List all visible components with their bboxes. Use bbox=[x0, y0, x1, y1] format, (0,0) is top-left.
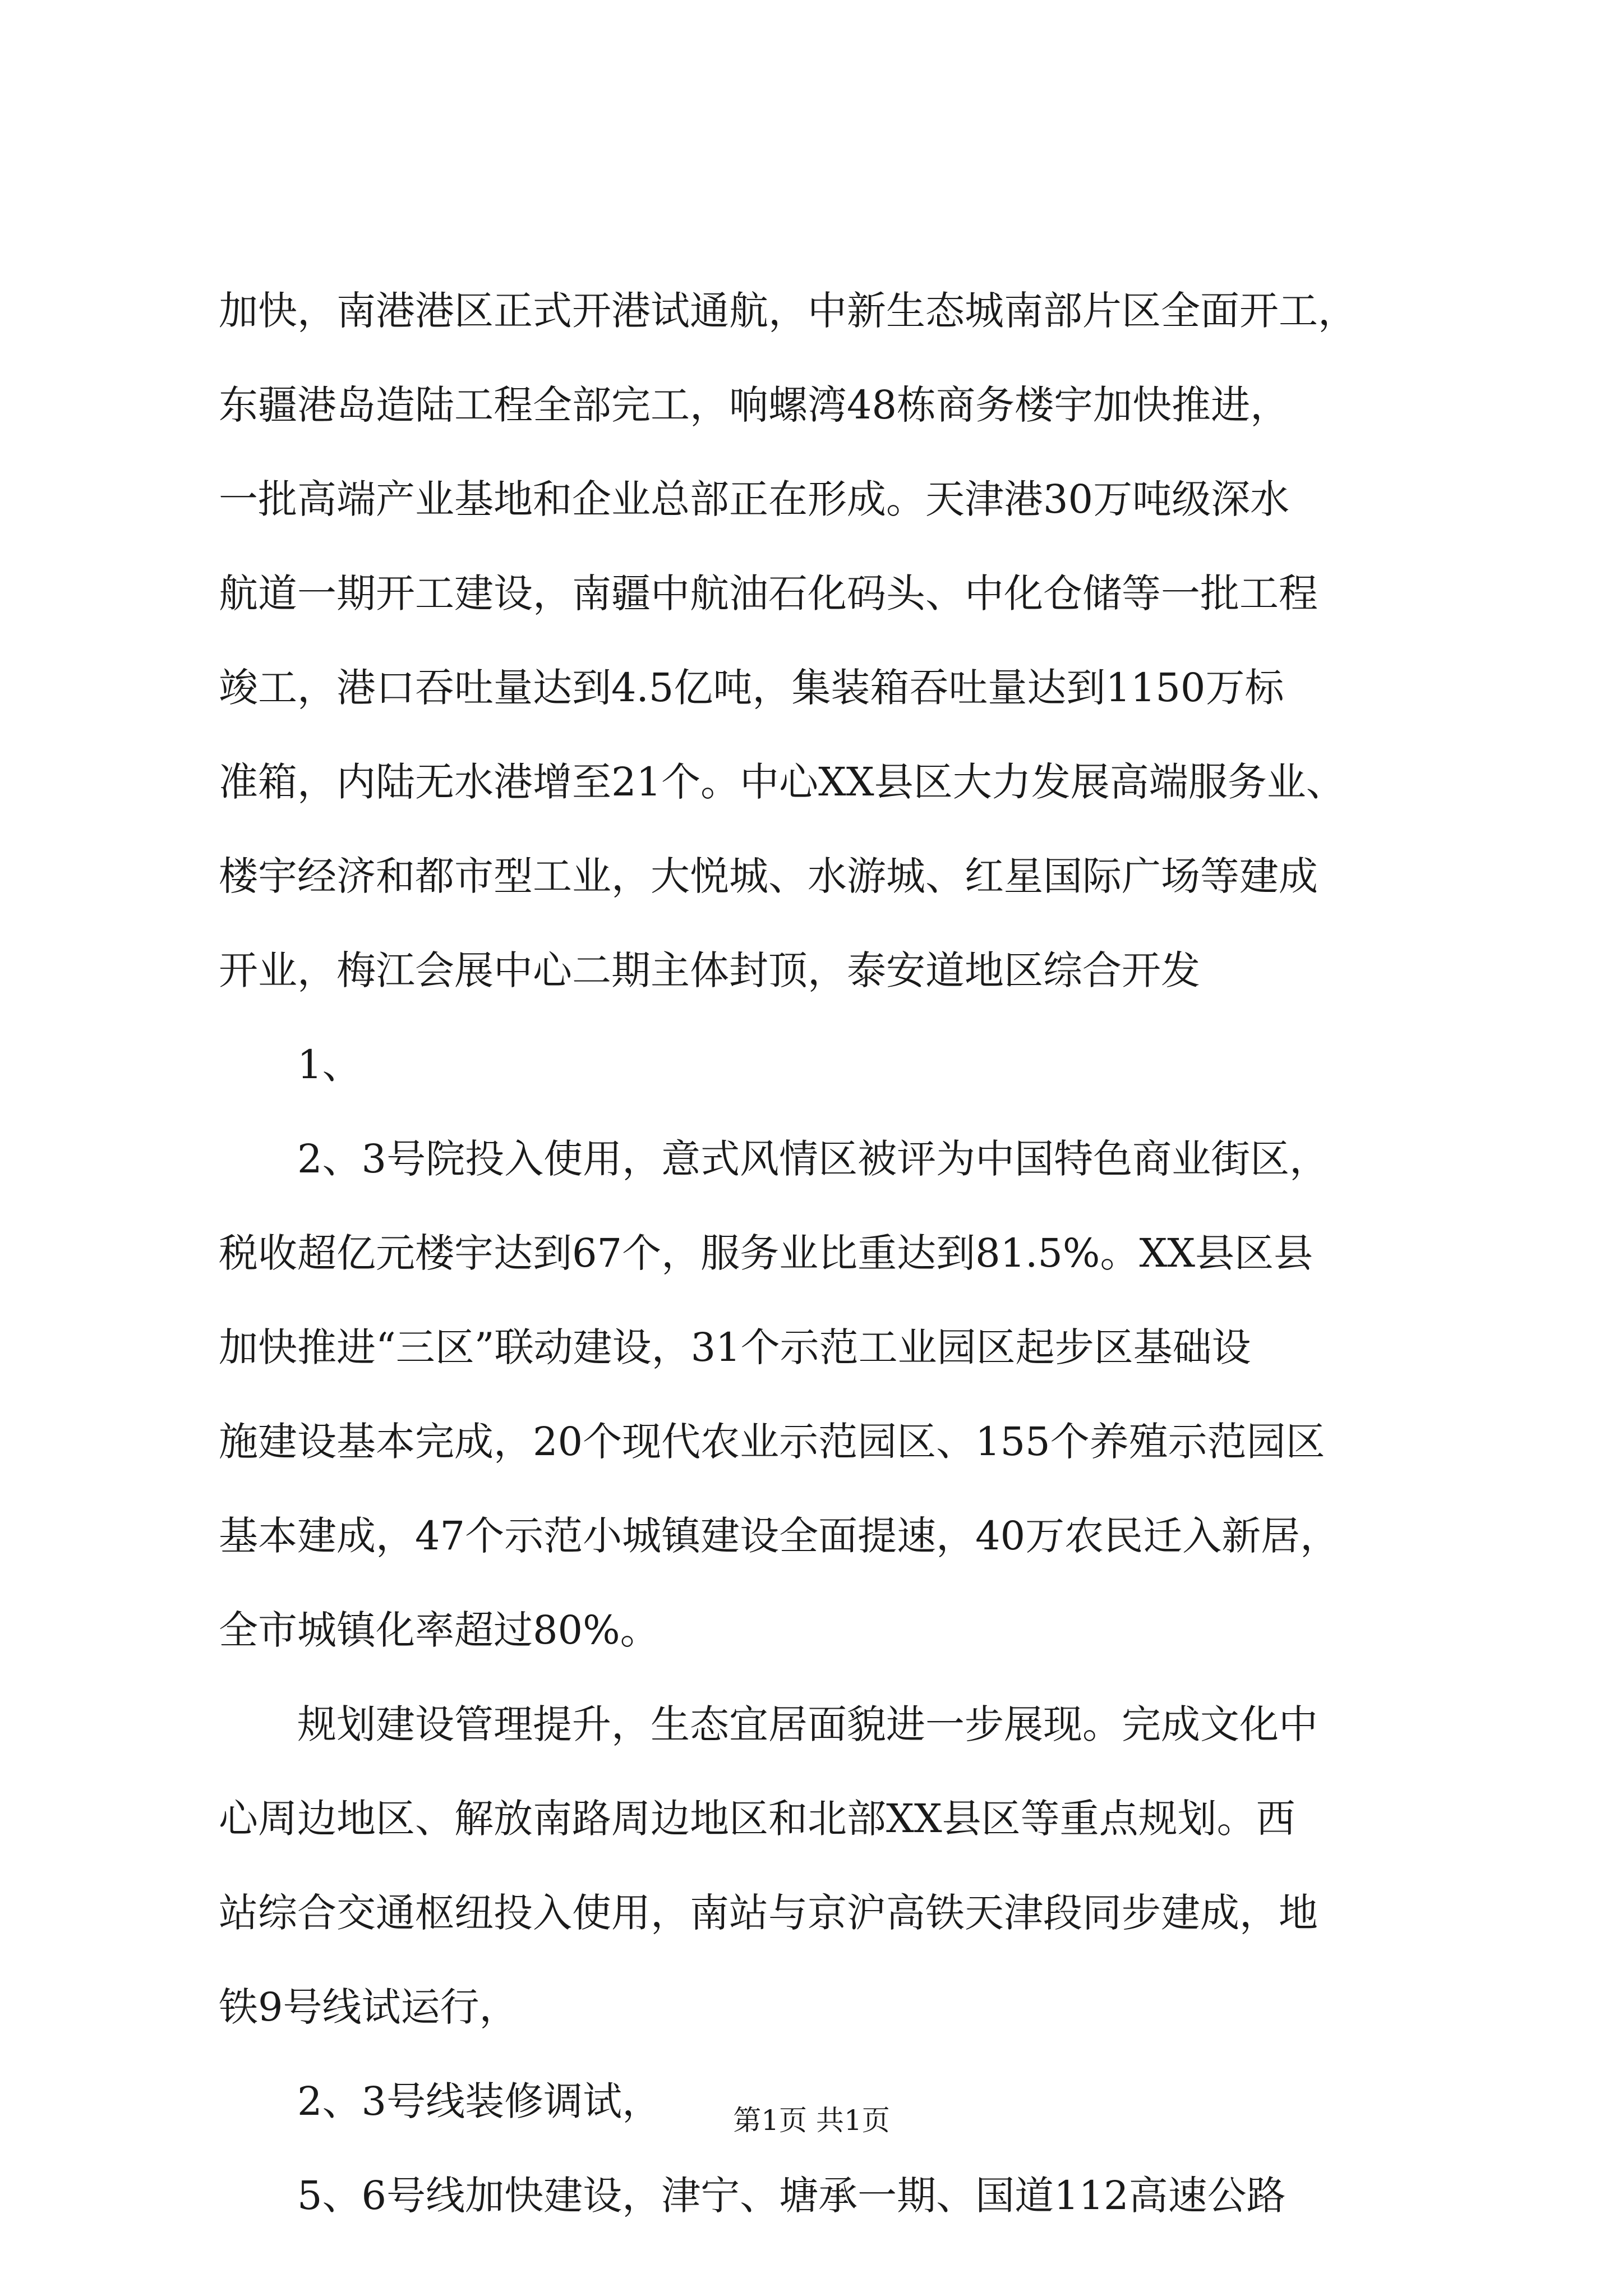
document-body bbox=[219, 264, 1430, 2243]
page-footer: 第1页 共1页 bbox=[733, 2104, 890, 2137]
text-line: 基本建成，47个示范小城镇建设全面提速，40万农民迁入新居， bbox=[219, 1513, 1340, 1559]
text-line: 心周边地区、解放南路周边地区和北部XX县区等重点规划。西 bbox=[219, 1796, 1295, 1842]
text-line: 加快，南港港区正式开港试通航，中新生态城南部片区全面开工， bbox=[219, 288, 1357, 334]
text-line: 规划建设管理提升，生态宜居面貌进一步展现。完成文化中 bbox=[297, 1701, 1318, 1747]
text-line: 楼宇经济和都市型工业，大悦城、水游城、红星国际广场等建成 bbox=[219, 853, 1318, 899]
text-line: 一批高端产业基地和企业总部正在形成。天津港30万吨级深水 bbox=[219, 476, 1290, 522]
text-line: 5、6号线加快建设，津宁、塘承一期、国道112高速公路 bbox=[297, 2173, 1286, 2219]
text-line: 施建设基本完成，20个现代农业示范园区、155个养殖示范园区 bbox=[219, 1419, 1325, 1465]
text-line: 航道一期开工建设，南疆中航油石化码头、中化仓储等一批工程 bbox=[219, 570, 1318, 616]
text-line: 加快推进“三区”联动建设，31个示范工业园区起步区基础设 bbox=[219, 1324, 1251, 1370]
text-line: 竣工，港口吞吐量达到4.5亿吨，集装箱吞吐量达到1150万标 bbox=[219, 665, 1284, 711]
text-line: 全市城镇化率超过80%。 bbox=[219, 1607, 660, 1653]
text-line: 东疆港岛造陆工程全部完工，响螺湾48栋商务楼宇加快推进， bbox=[219, 382, 1290, 428]
paragraph bbox=[219, 264, 1430, 1018]
text-line: 开业，梅江会展中心二期主体封顶，泰安道地区综合开发 bbox=[219, 947, 1200, 993]
paragraph bbox=[219, 1112, 1430, 1677]
text-line: 2、3号院投入使用，意式风情区被评为中国特色商业街区， bbox=[297, 1136, 1329, 1182]
text-line: 站综合交通枢纽投入使用，南站与京沪高铁天津段同步建成，地 bbox=[219, 1890, 1318, 1936]
text-line: 1、 bbox=[297, 1042, 362, 1088]
text-line: 2、3号线装修调试， bbox=[297, 2078, 662, 2124]
paragraph bbox=[219, 1677, 1430, 2054]
text-line: 铁9号线试运行， bbox=[219, 1984, 519, 2030]
paragraph bbox=[219, 1018, 1430, 1112]
text-line: 税收超亿元楼宇达到67个，服务业比重达到81.5%。XX县区县 bbox=[219, 1230, 1313, 1276]
text-line: 准箱，内陆无水港增至21个。中心XX县区大力发展高端服务业、 bbox=[219, 759, 1345, 805]
paragraph bbox=[219, 2148, 1430, 2243]
